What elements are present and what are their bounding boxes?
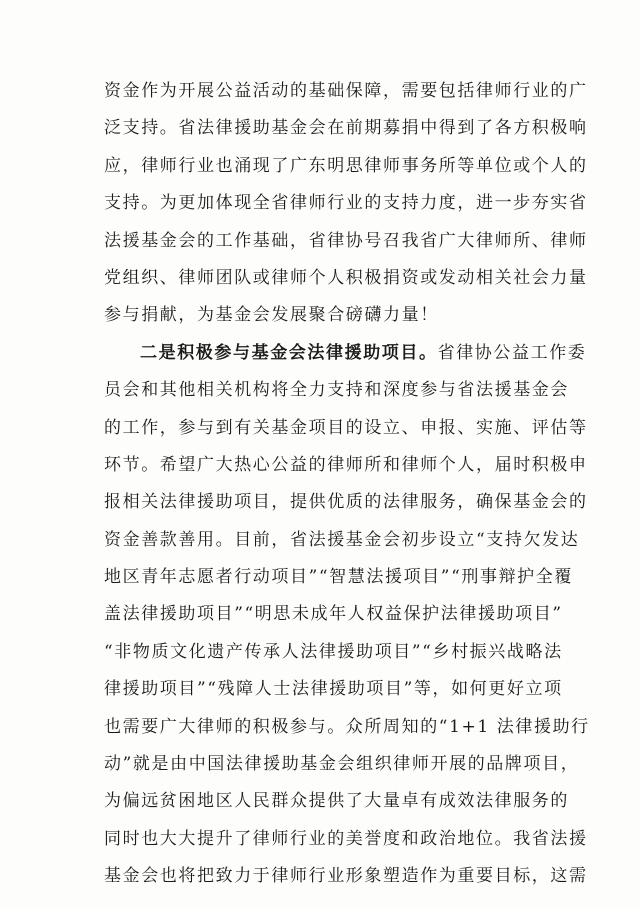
text-line: 泛支持。省法律援助基金会在前期募捐中得到了各方积极响 <box>104 118 588 139</box>
text-line: 支持。为更加体现全省律师行业的支持力度，进一步夯实省 <box>104 193 588 214</box>
text-line: 资金善款善用。目前，省法援基金会初步设立“支持欠发达 <box>104 529 580 550</box>
text-line: 员会和其他相关机构将全力支持和深度参与省法援基金会 <box>104 380 569 401</box>
section-heading: 二是积极参与基金会法律援助项目。 <box>140 342 438 363</box>
text-line: 资金作为开展公益活动的基础保障，需要包括律师行业的广 <box>104 81 588 101</box>
paragraph-first-line <box>104 335 587 372</box>
text-line: 律援助项目”“残障人士法律援助项目”等，如何更好立项 <box>104 679 563 700</box>
heading-line-rest: 省律协公益工作委 <box>437 342 587 363</box>
text-line: 同时也大大提升了律师行业的美誉度和政治地位。我省法援 <box>104 828 588 849</box>
paragraph-funding-support <box>104 73 588 335</box>
text-line: 盖法律援助项目”“明思未成年人权益保护法律援助项目” <box>104 604 563 625</box>
text-line: 基金会也将把致力于律师行业形象塑造作为重要目标，这需 <box>104 866 588 887</box>
paragraph-legal-aid-projects <box>104 335 590 896</box>
text-line: “非物质文化遗产传承人法律援助项目”“乡村振兴战略法 <box>104 641 563 662</box>
text-line: 动”就是由中国法律援助基金会组织律师开展的品牌项目， <box>104 754 580 775</box>
text-line: 的工作，参与到有关基金项目的设立、申报、实施、评估等 <box>104 417 588 438</box>
text-line: 应，律师行业也涌现了广东明思律师事务所等单位或个人的 <box>104 155 588 176</box>
text-line: 参与捐献，为基金会发展聚合磅礴力量！ <box>104 305 439 326</box>
text-line: 地区青年志愿者行动项目”“智慧法援项目”“刑事辩护全覆 <box>104 567 573 588</box>
document-body <box>104 73 590 896</box>
text-line: 法援基金会的工作基础，省律协号召我省广大律师所、律师 <box>104 230 588 251</box>
text-line: 为偏远贫困地区人民群众提供了大量卓有成效法律服务的 <box>104 791 569 812</box>
text-line: 环节。希望广大热心公益的律师所和律师个人，届时积极申 <box>104 454 588 475</box>
text-line: 报相关法律援助项目，提供优质的法律服务，确保基金会的 <box>104 492 588 513</box>
text-line: 也需要广大律师的积极参与。众所周知的“1+1 法律援助行 <box>104 716 590 737</box>
text-line: 党组织、律师团队或律师个人积极捐资或发动相关社会力量 <box>104 267 588 288</box>
